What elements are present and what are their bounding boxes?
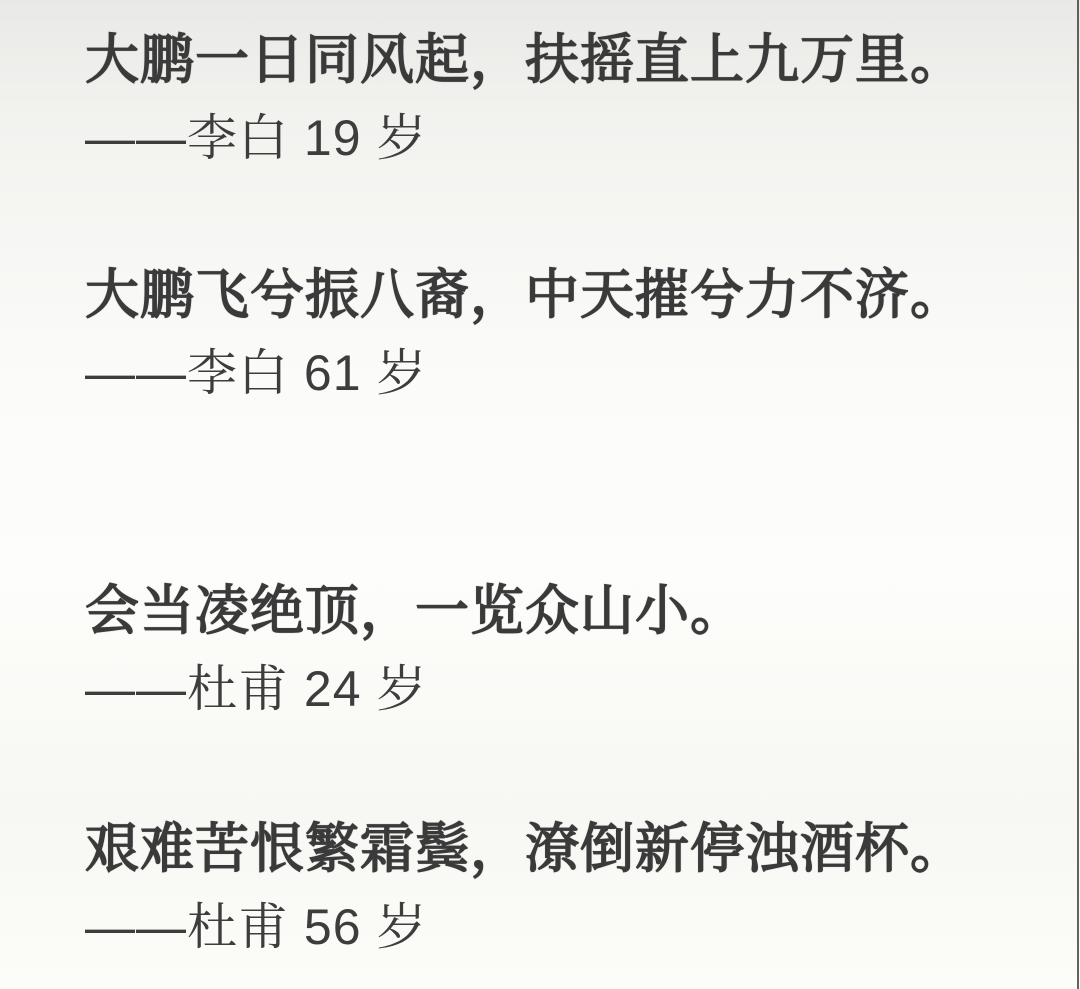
quote-block-libai-19 bbox=[85, 0, 1040, 166]
quote-block-dufu-24 bbox=[85, 581, 1040, 717]
quote-block-dufu-56 bbox=[85, 819, 1040, 955]
quote-attribution: ——杜甫 24 岁 bbox=[85, 661, 428, 717]
quote-text: 大鹏一日同风起，扶摇直上九万里。 bbox=[85, 30, 965, 90]
quote-text: 艰难苦恨繁霜鬓，潦倒新停浊酒杯。 bbox=[85, 819, 965, 879]
right-edge-line bbox=[1077, 0, 1079, 989]
quote-attribution: ——李白 61 岁 bbox=[85, 345, 428, 401]
quote-attribution: ——李白 19 岁 bbox=[85, 110, 428, 166]
quote-attribution: ——杜甫 56 岁 bbox=[85, 899, 428, 955]
quote-block-libai-61 bbox=[85, 265, 1040, 401]
quote-text: 会当凌绝顶，一览众山小。 bbox=[85, 581, 745, 641]
quote-text: 大鹏飞兮振八裔，中天摧兮力不济。 bbox=[85, 265, 965, 325]
